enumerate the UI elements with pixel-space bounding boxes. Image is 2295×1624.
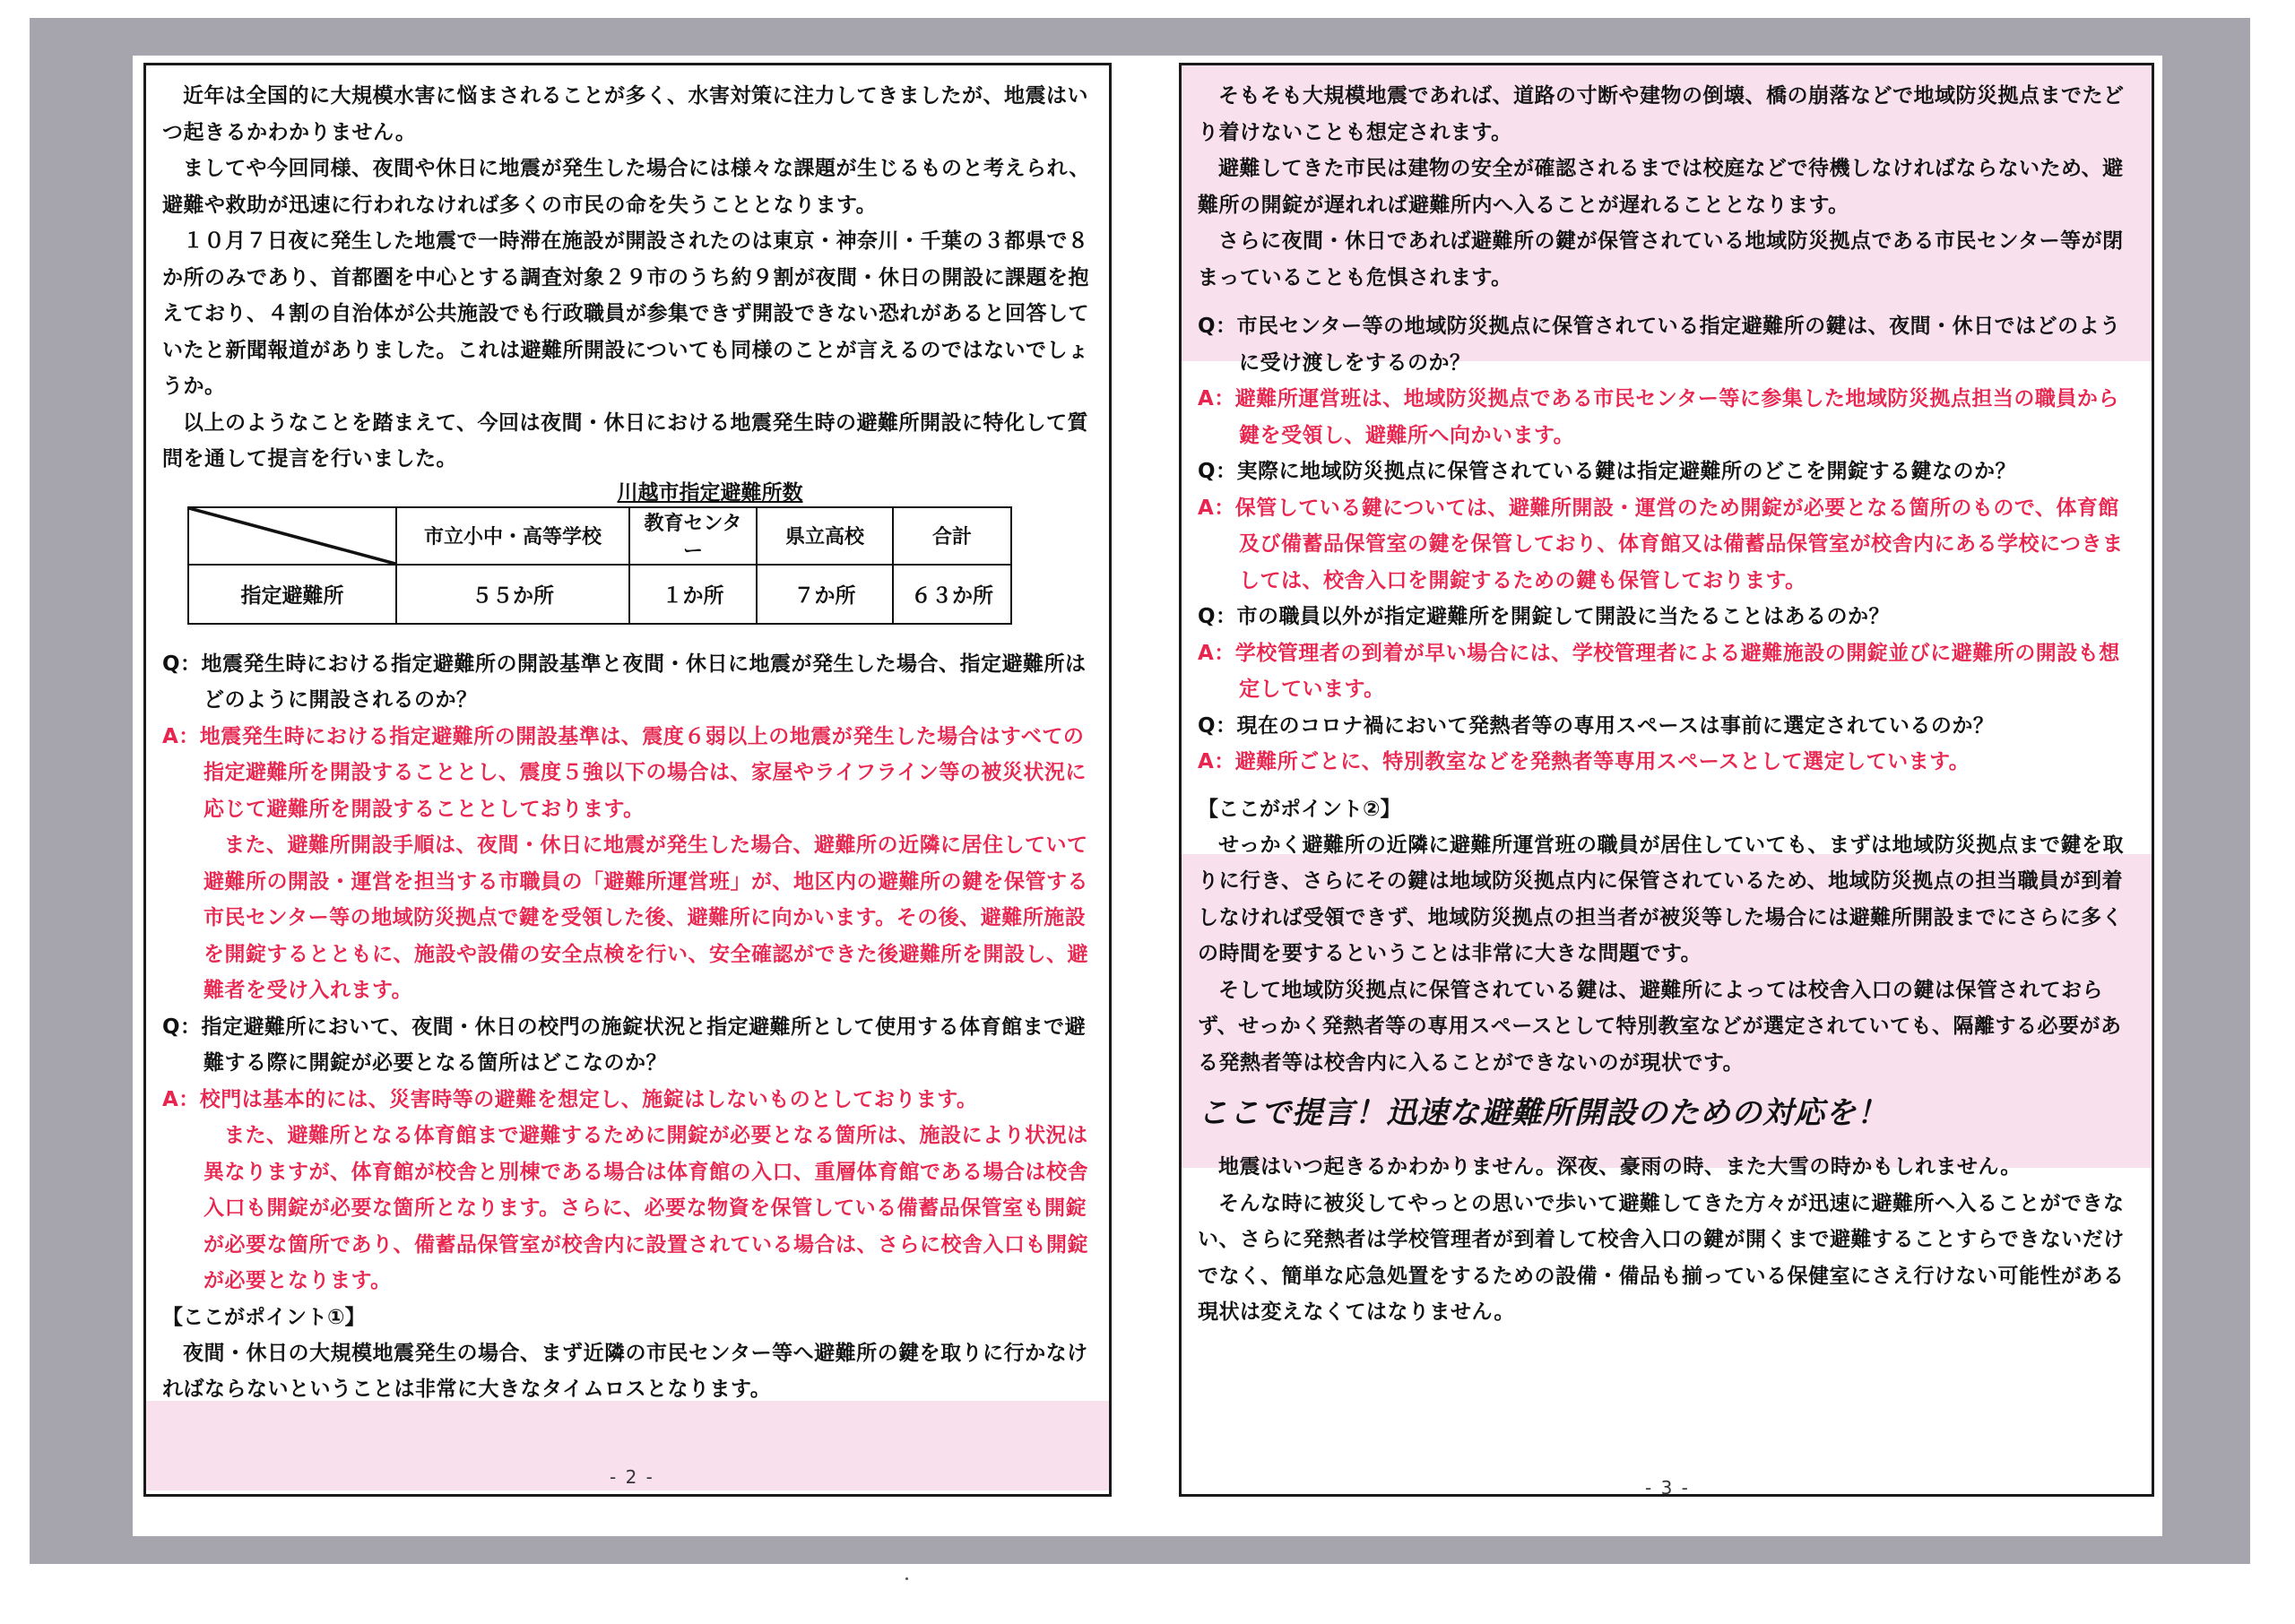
answer: A：学校管理者の到着が早い場合には、学校管理者による避難施設の開錠並びに避難所の開設も想定しています。 [1198,641,2120,701]
page-3-content [1198,78,2139,1331]
proposal-heading: ここで提言！迅速な避難所開設のための対応を！ [1198,1095,1888,1131]
page-number: - 3 - [1645,1477,1690,1499]
question: Q：地震発生時における指定避難所の開設基準と夜間・休日に地震が発生した場合、指定避難所はどのように開設されるのか？ [162,652,1087,712]
paragraph: 以上のようなことを踏まえて、今回は夜間・休日における地震発生時の避難所開設に特化して質問を通して提言を行いました。 [162,410,1089,471]
paragraph: そもそも大規模地震であれば、道路の寸断や建物の倒壊、橋の崩落などで地域防災拠点までたどり着けないことも想定されます。 [1198,84,2125,144]
page-2-content [162,78,1096,1408]
table-header: 教育センター [629,507,757,565]
point-heading: 【ここがポイント①】 [162,1305,366,1329]
table-row-label: 指定避難所 [188,565,396,624]
answer-continued: また、避難所開設手順は、夜間・休日に地震が発生した場合、避難所の近隣に居住していて避難所の開設・運営を担当する市職員の「避難所運営班」が、地区内の避難所の鍵を保管する市民センター等の地域防災拠点で鍵を受領した後、避難所に向かいます。その後、避難所施設を開錠するとともに、施設や設備の安全点検を行い、安全確認ができた後避難所を開設し、避難者を受け入れます。 [204,834,1088,1002]
point-text: せっかく避難所の近隣に避難所運営班の職員が居住していても、まずは地域防災拠点まで鍵を取りに行き、さらにその鍵は地域防災拠点内に保管されているため、地域防災拠点の担当職員が到着しなければ受領できず、地域防災拠点の担当者が被災等した場合には避難所開設までにさらに多くの時間を要するということは非常に大きな問題です。 [1198,833,2125,965]
paragraph: １０月７日夜に発生した地震で一時滞在施設が開設されたのは東京・神奈川・千葉の３都県で８か所のみであり、首都圏を中心とする調査対象２９市のうち約９割が夜間・休日の開設に課題を抱えており、４割の自治体が公共施設でも行政職員が参集できず開設できない恐れがあると回答していたと新聞報道がありました。これは避難所開設についても同様のことが言えるのではないでしょうか。 [162,229,1089,398]
page-3 [1179,63,2154,1497]
question: Q：市民センター等の地域防災拠点に保管されている指定避難所の鍵は、夜間・休日ではどのように受け渡しをするのか？ [1198,315,2121,375]
diagonal-line [189,508,395,564]
proposal-text: 地震はいつ起きるかわかりません。深夜、豪雨の時、また大雪の時かもしれません。 [1218,1155,2022,1179]
question: Q：指定避難所において、夜間・休日の校門の施錠状況と指定避難所として使用する体育館まで避難する際に開錠が必要となる箇所はどこなのか？ [162,1015,1087,1075]
table-cell: ５５か所 [396,565,629,624]
answer: A：避難所運営班は、地域防災拠点である市民センター等に参集した地域防災拠点担当の職員から鍵を受領し、避難所へ向かいます。 [1198,387,2119,447]
answer: A：校門は基本的には、災害時等の避難を想定し、施錠はしないものとしております。 [162,1087,978,1111]
answer: A：避難所ごとに、特別教室などを発熱者等専用スペースとして選定しています。 [1198,750,1970,773]
proposal-text: そんな時に被災してやっとの思いで歩いて避難してきた方々が迅速に避難所へ入ることができない、さらに発熱者は学校管理者が到着して校舎入口の鍵が開くまで避難することすらできないだけでなく、簡単な応急処置をするための設備・備品も揃っている保健室にさえ行けない可能性がある現状は変えなくてはなりません。 [1198,1191,2125,1324]
page-2 [143,63,1112,1497]
paragraph: 避難してきた市民は建物の安全が確認されるまでは校庭などで待機しなければならないため、避難所の開錠が遅れれば避難所内へ入ることが遅れることとなります。 [1198,157,2124,217]
point-text: 夜間・休日の大規模地震発生の場合、まず近隣の市民センター等へ避難所の鍵を取りに行かなければならないということは非常に大きなタイムロスとなります。 [162,1341,1088,1401]
table-header: 合計 [893,507,1011,565]
table-header: 市立小中・高等学校 [396,507,629,565]
table-header: 県立高校 [757,507,893,565]
paragraph: ましてや今回同様、夜間や休日に地震が発生した場合には様々な課題が生じるものと考えられ、避難や救助が迅速に行われなければ多くの市民の命を失うこととなります。 [162,157,1090,217]
point-text: そして地域防災拠点に保管されている鍵は、避難所によっては校舎入口の鍵は保管されておらず、せっかく発熱者等の専用スペースとして特別教室などが選定されていても、隔離する必要がある発熱者等は校舎内に入ることができないのが現状です。 [1198,978,2122,1075]
table-cell: ７か所 [757,565,893,624]
table-corner-cell [188,507,396,565]
page-number: - 2 - [610,1466,654,1488]
point-heading: 【ここがポイント②】 [1198,797,1401,821]
shelter-count-table [187,506,1012,625]
question: Q：市の職員以外が指定避難所を開錠して開設に当たることはあるのか？ [1198,605,1891,628]
scan-speck [905,1577,908,1580]
paragraph: さらに夜間・休日であれば避難所の鍵が保管されている地域防災拠点である市民センター等が閉まっていることも危惧されます。 [1198,229,2124,289]
question: Q：現在のコロナ禍において発熱者等の専用スペースは事前に選定されているのか？ [1198,713,1995,738]
table-cell: １か所 [629,565,757,624]
answer: A：地震発生時における指定避難所の開設基準は、震度６弱以上の地震が発生した場合はすべての指定避難所を開設することとし、震度５強以下の場合は、家屋やライフライン等の被災状況に応じて避難所を開設することとしております。 [162,724,1087,821]
table-title: 川越市指定避難所数 [617,480,803,505]
answer-continued: また、避難所となる体育館まで避難するために開錠が必要となる箇所は、施設により状況は異なりますが、体育館が校舎と別棟である場合は体育館の入口、重層体育館である場合は校舎入口も開錠が必要な箇所となります。さらに、必要な物資を保管している備蓄品保管室も開錠が必要な箇所であり、備蓄品保管室が校舎内に設置されている場合は、さらに校舎入口も開錠が必要となります。 [204,1124,1088,1292]
paragraph: 近年は全国的に大規模水害に悩まされることが多く、水害対策に注力してきましたが、地震はいつ起きるかわかりません。 [162,84,1089,144]
question: Q：実際に地域防災拠点に保管されている鍵は指定避難所のどこを開錠する鍵なのか？ [1198,460,2017,483]
table-cell: ６３か所 [893,565,1011,624]
answer: A：保管している鍵については、避難所開設・運営のため開錠が必要となる箇所のもので、体育館及び備蓄品保管室の鍵を保管しており、体育館又は備蓄品保管室が校舎内にある学校につきましては、校舎入口を開錠するための鍵も保管しております。 [1198,496,2124,592]
